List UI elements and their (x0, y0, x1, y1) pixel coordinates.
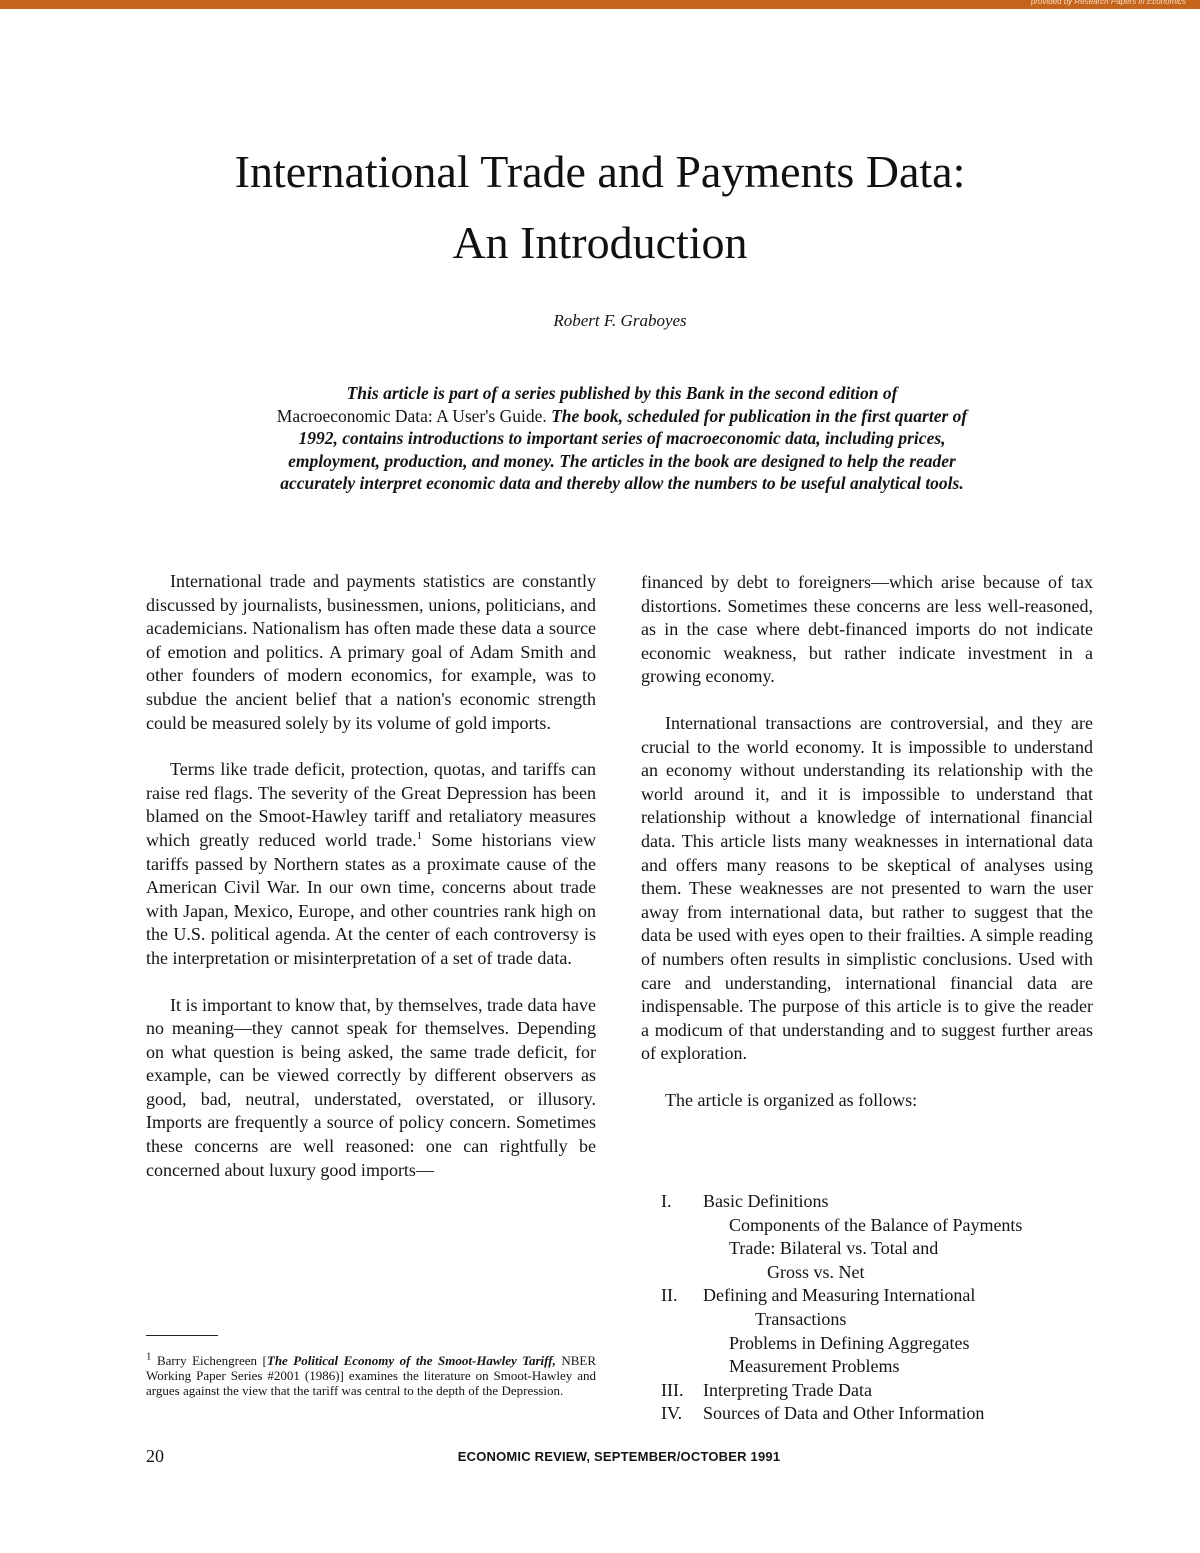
outline-item-4 (661, 1402, 1101, 1426)
footnote-ref-1[interactable]: 1 (416, 829, 423, 842)
outline-label: Sources of Data and Other Information (703, 1403, 985, 1424)
outline-number: IV. (661, 1403, 683, 1424)
left-paragraph-1: International trade and payments statistics are constantly discussed by journalists, businessmen, unions, politicians, and academicians. Nationalism has often made these data a source of emotion and politics. A primary goal of Adam Smith and other founders of modern economics, for example, was to subdue the ancient belief that a nation's economic strength could be measured solely by its volume of gold imports. (146, 571, 596, 733)
provided-by-note: provided by Research Papers in Economics (1030, 0, 1186, 6)
outline-subitem-continued: Gross vs. Net (767, 1261, 865, 1282)
right-paragraph-2: International transactions are controversial, and they are crucial to the world economy. It is impossible to understand an economy without understanding its relationship with the world around it, and it is impossible to understand that relationship without a knowledge of international financial data. This article lists many weaknesses in international data and offers many reasons to be skeptical of analyses using them. These weaknesses are not presented to warn the user away from international data, but rather to suggest that the data be used with eyes open to their frailties. A simple reading of numbers often results in simplistic conclusions. Used with care and understanding, international financial data are indispensable. The purpose of this article is to give the reader a modicum of that understanding and to suggest further areas of exploration. (641, 712, 1093, 1064)
outline-number: III. (661, 1379, 684, 1400)
author-byline: Robert F. Graboyes (553, 311, 687, 330)
abstract-book-title: Macroeconomic Data: A User's Guide. (276, 405, 547, 426)
outline-subitem: Components of the Balance of Payments (729, 1214, 1023, 1235)
right-paragraph-3: The article is organized as follows: (665, 1089, 918, 1110)
footnote-1 (146, 1350, 597, 1398)
outline-item-1 (661, 1190, 1101, 1214)
abstract-part-1: This article is part of a series published by this Bank in the second edition of (346, 383, 898, 403)
footnote-text: NBER Working Paper Series #2001 (1986)] examines the literature on Smoot-Hawley and argues against the view that the tariff was central to the depth of the Depression. (146, 1353, 597, 1398)
left-paragraph-2a: Terms like trade deficit, protection, quotas, and tariffs can raise red flags. The severity of the Great Depression has been blamed on the Smoot-Hawley tariff and retaliatory measures which greatly reduced world trade. (146, 759, 596, 850)
left-paragraph-2 (146, 758, 596, 970)
abstract-part-2: The book, scheduled for publication in the first quarter of 1992, contains introductions to important series of macroeconomic data, including prices, employment, production, and money. The articles in the book are designed to help the reader accurately interpret economic data and thereby allow the numbers to be useful analytical tools. (280, 405, 968, 493)
right-paragraph-1: financed by debt to foreigners—which arise because of tax distortions. Sometimes these concerns are less well-reasoned, as in the case where debt-financed imports do not indicate economic weakness, but rather indicate investment in a growing economy. (641, 572, 1093, 687)
running-footer: ECONOMIC REVIEW, SEPTEMBER/OCTOBER 1991 (457, 1449, 781, 1464)
outline-number: II. (661, 1285, 678, 1306)
article-outline (661, 1190, 1101, 1426)
outline-subitem: Trade: Bilateral vs. Total and (729, 1238, 939, 1259)
outline-label: Defining and Measuring International (703, 1285, 976, 1306)
outline-label: Basic Definitions (703, 1191, 829, 1211)
footnote-cited-title: The Political Economy of the Smoot-Hawley Tariff, (266, 1353, 556, 1368)
article-title-line-2: An Introduction (452, 217, 748, 268)
left-paragraph-2b: Some historians view tariffs passed by Northern states as a proximate cause of the American Civil War. In our own time, concerns about trade with Japan, Mexico, Europe, and other countries rank high on the U.S. political agenda. At the center of each controversy is the interpretation or misinterpretation of a set of trade data. (146, 829, 596, 968)
outline-number: I. (661, 1191, 672, 1211)
footnote-marker: 1 (146, 1350, 152, 1363)
left-paragraph-3: It is important to know that, by themselves, trade data have no meaning—they cannot speak for themselves. Depending on what question is being asked, the same trade deficit, for example, can be viewed correctly by different observers as good, bad, neutral, understated, overstated, or illusory. Imports are frequently a source of policy concern. Sometimes these concerns are well reasoned: one can rightfully be concerned about luxury good imports— (146, 994, 596, 1180)
outline-item-3 (661, 1379, 1101, 1403)
outline-item-2 (661, 1284, 1101, 1308)
article-title-line-1: International Trade and Payments Data: (234, 146, 966, 197)
outline-label: Interpreting Trade Data (703, 1379, 872, 1400)
left-column (146, 570, 596, 1205)
page-number: 20 (146, 1446, 164, 1466)
outline-label-continued: Transactions (755, 1308, 847, 1329)
footnote-author: Barry Eichengreen [ (151, 1353, 267, 1368)
outline-subitem: Measurement Problems (729, 1356, 900, 1377)
right-column (641, 571, 1093, 1135)
abstract (258, 382, 986, 495)
outline-subitem: Problems in Defining Aggregates (729, 1332, 970, 1353)
footnote-rule (146, 1335, 218, 1336)
top-accent-bar (0, 0, 1200, 9)
